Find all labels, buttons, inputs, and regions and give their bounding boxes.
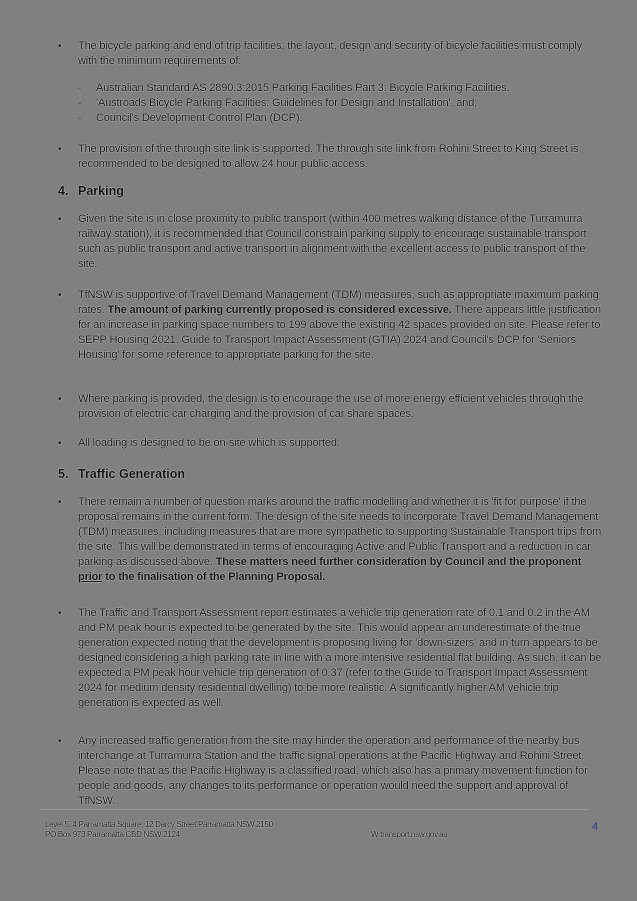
bullet-energy-efficient xyxy=(58,392,603,422)
emphasis-text: to the finalisation of the Planning Proposal. xyxy=(102,571,326,583)
bullet-text: The Traffic and Transport Assessment report estimates a vehicle trip generation rate of 0.1 and 0.2 in the AM and PM peak hour is expected to be generated by the site. This would appear an underestimate of the true generation expected noting that the development is proposing living for 'down-sizers' and in turn appears to be designed considering a high parking rate in line with a more intensive residential flat building. As such, it can be expected a PM peak hour vehicle trip generation of 0.37 (refer to the Guide to Transport Impact Assessment 2024 for medium density residential dwelling) to be more realistic. A significantly higher AM vehicle trip generation is expected as well. xyxy=(78,607,602,709)
bullet-marker: • xyxy=(58,144,62,155)
bullet-marker: • xyxy=(58,438,62,449)
footer-website: W transport.nsw.gov.au xyxy=(371,830,448,839)
bullet-trip-generation xyxy=(58,606,603,711)
footer-divider xyxy=(39,809,589,810)
text-run: TfNSW is supportive of Travel Demand Management (TDM) measures, such as appropriate maximum parking rates. xyxy=(78,289,599,316)
section-title: Parking xyxy=(78,184,124,198)
bullet-text: The provision of the through site link is supported. The through site link from Rohini Street to King Street is recommended to be designed to allow 24 hour public access. xyxy=(78,143,579,170)
bullet-through-site-link xyxy=(58,142,603,172)
bullet-marker: • xyxy=(58,41,62,52)
bullet-marker: • xyxy=(58,214,62,225)
bullet-marker: • xyxy=(58,497,62,508)
dash-marker: - xyxy=(78,112,82,124)
bullet-loading xyxy=(58,436,603,451)
section-title: Traffic Generation xyxy=(78,467,185,481)
page-number: 4 xyxy=(592,821,599,833)
text-run: There appears little justification for an increase in parking space numbers to 199 above the existing 42 spaces provided on site. Please refer to SEPP Housing 2021, Guide to Transport Impact Assessment (GTIA) 2024 and Council's DCP for 'Seniors Housing' for some reference to appropriate parking for the site. xyxy=(78,304,601,361)
bullet-marker: • xyxy=(58,736,62,747)
bullet-text: Given the site is in close proximity to public transport (within 400 metres walking distance of the Turramurra railway station), it is recommended that Council constrain parking supply to encourage sustainable transport such as public transport and active transport in alignment with the excellent access to public transport of the site. xyxy=(78,213,587,270)
bullet-text xyxy=(78,288,603,363)
section-heading-traffic-generation xyxy=(58,466,185,482)
bullet-constrain-parking xyxy=(58,212,603,272)
footer-address xyxy=(45,820,273,840)
emphasis-text: These matters need further consideration by Council and the proponent xyxy=(215,556,582,568)
bullet-marker: • xyxy=(58,394,62,405)
bullet-text: Where parking is provided, the design is to encourage the use of more energy efficient vehicles through the provision of electric car charging and the provision of car share spaces. xyxy=(78,393,584,420)
bullet-traffic-modelling xyxy=(58,495,603,585)
underlined-emphasis: prior xyxy=(78,571,103,583)
dash-marker: - xyxy=(78,82,82,94)
sub-item-austroads xyxy=(78,96,598,111)
dash-marker: - xyxy=(78,97,82,109)
sub-item-as2890 xyxy=(78,81,598,96)
bullet-text: The bicycle parking and end of trip facilities, the layout, design and security of bicycle facilities must comply with the minimum requirements of: xyxy=(78,40,582,67)
sub-item-text: Council's Development Control Plan (DCP). xyxy=(96,112,303,124)
text-run: There remain a number of question marks around the traffic modelling and whether it is 'fit for purpose' if the proposal remains in the current form. The design of the site needs to incorporate Travel Demand Management (TDM) measures, including measures that are more sympathetic to supporting Sustainable Transport trips from the site. This will be demonstrated in terms of encouraging Active and Public Transport and a reduction in car parking as discussed above. xyxy=(78,496,602,568)
bullet-marker: • xyxy=(58,290,62,301)
bullet-marker: • xyxy=(58,608,62,619)
emphasis-text: The amount of parking currently proposed is considered excessive. xyxy=(107,304,452,316)
address-line-2: PO Box 973 Parramatta CBD NSW 2124 xyxy=(45,830,180,839)
sub-item-text: 'Austroads Bicycle Parking Facilities: Guidelines for Design and Installation', and; xyxy=(96,97,478,109)
address-line-1: Level 5, 4 Parramatta Square, 12 Darcy Street Parramatta NSW 2150 xyxy=(45,820,273,829)
bullet-text: Any increased traffic generation from the site may hinder the operation and performance of the nearby bus interchange at Turramurra Station and the traffic signal operations at the Pacific Highway and Rohini Street. Please note that as the Pacific Highway is a classified road, which also has a primary movement function for people and goods, any changes to its performance or operation would need the support and approval of TfNSW. xyxy=(78,735,588,807)
section-heading-parking xyxy=(58,183,124,199)
section-number: 5. xyxy=(58,467,69,481)
sub-item-dcp xyxy=(78,111,598,126)
bullet-bicycle-requirements xyxy=(58,39,603,69)
bullet-tdm-measures xyxy=(58,288,603,363)
bullet-text: All loading is designed to be on-site which is supported. xyxy=(78,437,340,449)
section-number: 4. xyxy=(58,184,69,198)
bullet-text xyxy=(78,495,603,585)
sub-item-text: Australian Standard AS 2890.3:2015 Parking Facilities Part 3: Bicycle Parking Facilities. xyxy=(96,82,510,94)
bullet-bus-interchange xyxy=(58,734,603,809)
